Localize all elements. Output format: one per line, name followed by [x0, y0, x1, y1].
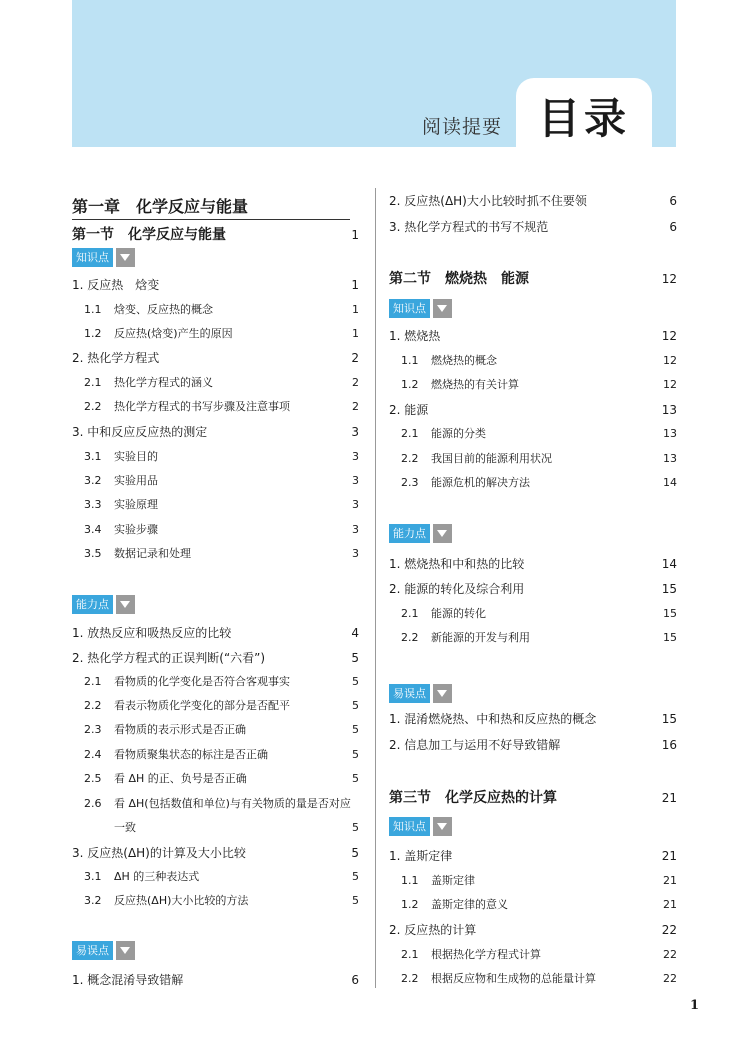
- toc-category-label: 知识点: [72, 248, 113, 267]
- toc-subentry-number: 2.1: [401, 948, 419, 961]
- toc-subentry-title: 新能源的开发与利用: [431, 631, 530, 644]
- toc-subentry[interactable]: [389, 968, 677, 990]
- toc-subentry-title: 实验原理: [114, 498, 158, 511]
- toc-page-number: 3: [352, 498, 359, 511]
- toc-subentry-number: 3.2: [84, 474, 102, 487]
- toc-page-number: 3: [352, 547, 359, 560]
- triangle-down-icon: [433, 817, 452, 836]
- toc-page-number: 1: [351, 228, 359, 242]
- toc-page-number: 5: [351, 651, 359, 665]
- toc-subentry[interactable]: [72, 671, 359, 693]
- toc-subentry-title: 看物质聚集状态的标注是否正确: [114, 748, 268, 761]
- toc-subentry[interactable]: [72, 866, 359, 888]
- page-number: 1: [690, 998, 700, 1013]
- toc-entry[interactable]: [389, 845, 677, 867]
- toc-page-number: 16: [661, 738, 677, 752]
- triangle-down-icon: [116, 595, 135, 614]
- toc-subentry-text: [401, 374, 519, 396]
- toc-category-tag: [72, 248, 135, 267]
- toc-subentry-title: 燃烧热的有关计算: [431, 378, 519, 391]
- toc-subentry-text: [401, 350, 497, 372]
- toc-entry[interactable]: [389, 578, 677, 600]
- toc-subentry-text: [84, 719, 246, 741]
- toc-subentry-number: 2.2: [84, 400, 102, 413]
- toc-entry-title: 1. 混淆燃烧热、中和热和反应热的概念: [389, 712, 597, 726]
- toc-entry-title: 2. 热化学方程式: [72, 351, 160, 365]
- toc-page-number: 5: [352, 772, 359, 785]
- toc-subentry-number: 2.3: [84, 723, 102, 736]
- toc-category-tag: [389, 817, 452, 836]
- toc-entry[interactable]: [72, 647, 359, 669]
- toc-subentry-text: [84, 396, 290, 418]
- toc-subentry[interactable]: [72, 768, 359, 790]
- toc-subentry[interactable]: [72, 695, 359, 717]
- toc-page-number: 3: [352, 474, 359, 487]
- toc-subentry-continuation: 一致: [114, 821, 136, 834]
- toc-category-label: 知识点: [389, 817, 430, 836]
- toc-page-number: 21: [663, 874, 677, 887]
- toc-entry-title: 3. 反应热(ΔH)的计算及大小比较: [72, 846, 246, 860]
- toc-page-number: 3: [352, 450, 359, 463]
- toc-subentry-title: 实验用品: [114, 474, 158, 487]
- toc-subentry-text: [84, 890, 248, 912]
- toc-subentry-number: 3.5: [84, 547, 102, 560]
- toc-subentry-title: 根据热化学方程式计算: [431, 948, 541, 961]
- toc-subentry-title: 盖斯定律的意义: [431, 898, 508, 911]
- toc-page-number: 5: [352, 699, 359, 712]
- toc-subentry-text: [84, 768, 247, 790]
- toc-subentry[interactable]: [72, 543, 359, 565]
- toc-entry-title: 1. 放热反应和吸热反应的比较: [72, 626, 232, 640]
- toc-right-column: [389, 190, 677, 990]
- toc-section-heading[interactable]: [389, 787, 677, 809]
- toc-page-number: 21: [663, 898, 677, 911]
- toc-subentry-text: [401, 870, 475, 892]
- toc-page-number: 22: [661, 923, 677, 937]
- toc-entry-title: 3. 中和反应反应热的测定: [72, 425, 208, 439]
- toc-subentry-number: 2.4: [84, 748, 102, 761]
- toc-entry-title: 2. 信息加工与运用不好导致错解: [389, 738, 561, 752]
- toc-page-number: 1: [352, 327, 359, 340]
- toc-subentry[interactable]: [72, 890, 359, 912]
- toc-entry[interactable]: [72, 842, 359, 864]
- toc-subentry-title: 热化学方程式的涵义: [114, 376, 213, 389]
- toc-subentry[interactable]: [72, 323, 359, 345]
- toc-subentry-text: [84, 470, 158, 492]
- toc-subentry-text: [401, 423, 486, 445]
- toc-page-number: 14: [661, 557, 677, 571]
- toc-subentry-title: 实验步骤: [114, 523, 158, 536]
- toc-subentry-text: [84, 793, 351, 815]
- page-title: 目录: [538, 94, 631, 143]
- toc-entry[interactable]: [72, 347, 359, 369]
- toc-subentry-title: 盖斯定律: [431, 874, 475, 887]
- toc-subentry-text: [84, 695, 290, 717]
- toc-entry[interactable]: [72, 622, 359, 644]
- toc-entry-title: 2. 反应热的计算: [389, 923, 477, 937]
- triangle-down-icon: [433, 524, 452, 543]
- toc-page-number: 6: [351, 973, 359, 987]
- toc-subentry-text: [401, 968, 596, 990]
- toc-subentry-text: [84, 494, 158, 516]
- toc-subentry-text: [401, 944, 541, 966]
- header-subtitle: 阅读提要: [422, 116, 503, 138]
- triangle-down-icon: [433, 299, 452, 318]
- toc-subentry-title: 燃烧热的概念: [431, 354, 497, 367]
- toc-subentry-title: 看表示物质化学变化的部分是否配平: [114, 699, 290, 712]
- toc-subentry-text: [84, 543, 191, 565]
- toc-category-tag: [72, 595, 135, 614]
- toc-subentry-number: 1.2: [401, 378, 419, 391]
- toc-category-label: 能力点: [389, 524, 430, 543]
- chapter-underline: [72, 219, 350, 220]
- toc-entry-title: 3. 热化学方程式的书写不规范: [389, 220, 549, 234]
- toc-page-number: 13: [661, 403, 677, 417]
- toc-category-label: 知识点: [389, 299, 430, 318]
- toc-subentry[interactable]: [389, 627, 677, 649]
- toc-entry-title: 第一节 化学反应与能量: [72, 227, 226, 243]
- toc-page-number: 12: [663, 354, 677, 367]
- toc-subentry-number: 2.2: [401, 452, 419, 465]
- toc-page-number: 5: [351, 846, 359, 860]
- toc-subentry-number: 2.1: [84, 376, 102, 389]
- toc-subentry-title: 能源危机的解决方法: [431, 476, 530, 489]
- toc-subentry-title: 根据反应物和生成物的总能量计算: [431, 972, 596, 985]
- toc-entry-title: 1. 盖斯定律: [389, 849, 453, 863]
- toc-page-number: 21: [661, 849, 677, 863]
- toc-section-heading[interactable]: [389, 268, 677, 290]
- toc-subentry-number: 2.1: [84, 675, 102, 688]
- toc-category-tag: [389, 299, 452, 318]
- toc-section-heading[interactable]: [72, 224, 359, 246]
- toc-entry-title: 1. 反应热 焓变: [72, 278, 160, 292]
- toc-subentry[interactable]: [72, 396, 359, 418]
- toc-subentry[interactable]: [389, 603, 677, 625]
- toc-entry[interactable]: [389, 325, 677, 347]
- toc-subentry-text: [84, 519, 158, 541]
- toc-entry-title: 2. 反应热(ΔH)大小比较时抓不住要领: [389, 194, 587, 208]
- toc-subentry-text: [84, 372, 213, 394]
- triangle-down-icon: [116, 248, 135, 267]
- toc-page-number: 5: [352, 748, 359, 761]
- toc-entry-title: 1. 燃烧热和中和热的比较: [389, 557, 525, 571]
- triangle-down-icon: [116, 941, 135, 960]
- toc-subentry-title: 看 ΔH(包括数值和单位)与有关物质的量是否对应: [114, 797, 351, 810]
- toc-page-number: 15: [663, 607, 677, 620]
- toc-subentry-text: [401, 472, 530, 494]
- toc-subentry[interactable]: [389, 870, 677, 892]
- toc-subentry-number: 3.1: [84, 450, 102, 463]
- toc-subentry[interactable]: [72, 519, 359, 541]
- toc-subentry-title: 反应热(焓变)产生的原因: [114, 327, 233, 340]
- toc-subentry-number: 3.3: [84, 498, 102, 511]
- toc-subentry-number: 2.2: [401, 631, 419, 644]
- toc-subentry-text: [84, 299, 213, 321]
- toc-subentry[interactable]: [389, 448, 677, 470]
- toc-category-label: 能力点: [72, 595, 113, 614]
- toc-subentry-text: [401, 894, 508, 916]
- toc-page-number: 3: [351, 425, 359, 439]
- toc-subentry-title: 热化学方程式的书写步骤及注意事项: [114, 400, 290, 413]
- toc-subentry-number: 2.2: [84, 699, 102, 712]
- toc-entry-title: 2. 热化学方程式的正误判断(“六看”): [72, 651, 266, 665]
- toc-page-number: 5: [352, 894, 359, 907]
- toc-category-tag: [389, 524, 452, 543]
- toc-entry[interactable]: [389, 553, 677, 575]
- toc-page-number: 3: [352, 523, 359, 536]
- toc-page-number: 22: [663, 972, 677, 985]
- toc-page-number: 1: [352, 303, 359, 316]
- toc-page-number: 5: [352, 821, 359, 834]
- toc-subentry[interactable]: [72, 446, 359, 468]
- toc-subentry-text: [401, 603, 486, 625]
- toc-entry-title: 第一章 化学反应与能量: [72, 197, 249, 216]
- toc-subentry[interactable]: [389, 894, 677, 916]
- toc-page-number: 1: [351, 278, 359, 292]
- toc-subentry[interactable]: [72, 817, 359, 839]
- toc-entry-title: 第三节 化学反应热的计算: [389, 790, 557, 806]
- toc-entry[interactable]: [72, 274, 359, 296]
- toc-subentry[interactable]: [72, 719, 359, 741]
- toc-subentry-title: 能源的转化: [431, 607, 486, 620]
- toc-subentry-title: 实验目的: [114, 450, 158, 463]
- toc-subentry-title: 焓变、反应热的概念: [114, 303, 213, 316]
- toc-subentry-number: 2.3: [401, 476, 419, 489]
- toc-page-number: 22: [663, 948, 677, 961]
- toc-subentry-number: 2.1: [401, 427, 419, 440]
- toc-entry[interactable]: [389, 708, 677, 730]
- toc-page-number: 15: [661, 582, 677, 596]
- toc-subentry-text: [401, 627, 530, 649]
- toc-subentry-text: [84, 446, 158, 468]
- toc-subentry[interactable]: [389, 350, 677, 372]
- toc-subentry-number: 1.2: [84, 327, 102, 340]
- toc-chapter-heading[interactable]: [72, 194, 359, 220]
- toc-subentry-number: 1.1: [401, 354, 419, 367]
- toc-entry-title: 1. 概念混淆导致错解: [72, 973, 184, 987]
- triangle-down-icon: [433, 684, 452, 703]
- toc-entry-title: 2. 能源: [389, 403, 429, 417]
- toc-page-number: 12: [663, 378, 677, 391]
- toc-subentry-text: [84, 671, 290, 693]
- toc-subentry-title: 看物质的表示形式是否正确: [114, 723, 246, 736]
- toc-subentry[interactable]: [389, 944, 677, 966]
- toc-subentry-number: 1.1: [401, 874, 419, 887]
- toc-left-column: [72, 194, 359, 994]
- toc-entry-title: 2. 能源的转化及综合利用: [389, 582, 525, 596]
- toc-page-number: 13: [663, 452, 677, 465]
- toc-page-number: 12: [661, 329, 677, 343]
- toc-page-number: 5: [352, 723, 359, 736]
- toc-subentry-text: [84, 323, 233, 345]
- toc-subentry-number: 1.1: [84, 303, 102, 316]
- toc-subentry[interactable]: [72, 372, 359, 394]
- toc-subentry-number: 1.2: [401, 898, 419, 911]
- toc-subentry-title: ΔH 的三种表达式: [114, 870, 200, 883]
- toc-subentry-text: [84, 744, 268, 766]
- toc-subentry-title: 看 ΔH 的正、负号是否正确: [114, 772, 247, 785]
- toc-entry[interactable]: [389, 919, 677, 941]
- column-divider: [375, 188, 376, 988]
- toc-page-number: 12: [661, 272, 677, 286]
- toc-subentry[interactable]: [72, 793, 359, 815]
- toc-category-tag: [389, 684, 452, 703]
- toc-subentry[interactable]: [389, 423, 677, 445]
- toc-subentry-text: [401, 448, 552, 470]
- toc-entry-title: 1. 燃烧热: [389, 329, 441, 343]
- toc-entry[interactable]: [389, 734, 677, 756]
- toc-subentry[interactable]: [72, 494, 359, 516]
- toc-page-number: 6: [669, 220, 677, 234]
- toc-subentry[interactable]: [389, 374, 677, 396]
- toc-page-number: 21: [661, 791, 677, 805]
- toc-entry[interactable]: [389, 216, 677, 238]
- toc-subentry[interactable]: [389, 472, 677, 494]
- toc-subentry-title: 能源的分类: [431, 427, 486, 440]
- toc-entry[interactable]: [72, 421, 359, 443]
- toc-subentry-title: 看物质的化学变化是否符合客观事实: [114, 675, 290, 688]
- toc-page-number: 6: [669, 194, 677, 208]
- toc-page-number: 2: [352, 400, 359, 413]
- toc-subentry-number: 2.6: [84, 797, 102, 810]
- toc-page-number: 5: [352, 675, 359, 688]
- toc-subentry-number: 3.1: [84, 870, 102, 883]
- toc-page-number: 13: [663, 427, 677, 440]
- toc-subentry-number: 3.2: [84, 894, 102, 907]
- toc-page-number: 15: [663, 631, 677, 644]
- toc-page-number: 14: [663, 476, 677, 489]
- toc-subentry-number: 2.5: [84, 772, 102, 785]
- toc-subentry-text: [84, 866, 199, 888]
- toc-subentry[interactable]: [72, 299, 359, 321]
- toc-subentry-number: 2.2: [401, 972, 419, 985]
- toc-subentry-title: 数据记录和处理: [114, 547, 191, 560]
- toc-subentry[interactable]: [72, 744, 359, 766]
- toc-category-tag: [72, 941, 135, 960]
- toc-category-label: 易误点: [389, 684, 430, 703]
- toc-subentry-number: 2.1: [401, 607, 419, 620]
- toc-subentry[interactable]: [72, 470, 359, 492]
- toc-entry[interactable]: [72, 969, 359, 991]
- toc-entry[interactable]: [389, 190, 677, 212]
- toc-page-number: 4: [351, 626, 359, 640]
- toc-entry-title: 第二节 燃烧热 能源: [389, 271, 529, 287]
- toc-page-number: 5: [352, 870, 359, 883]
- toc-page-number: 2: [352, 376, 359, 389]
- toc-page-number: 15: [661, 712, 677, 726]
- toc-page-number: 2: [351, 351, 359, 365]
- toc-subentry-title: 我国目前的能源利用状况: [431, 452, 552, 465]
- toc-subentry-number: 3.4: [84, 523, 102, 536]
- toc-entry[interactable]: [389, 399, 677, 421]
- toc-category-label: 易误点: [72, 941, 113, 960]
- toc-subentry-title: 反应热(ΔH)大小比较的方法: [114, 894, 249, 907]
